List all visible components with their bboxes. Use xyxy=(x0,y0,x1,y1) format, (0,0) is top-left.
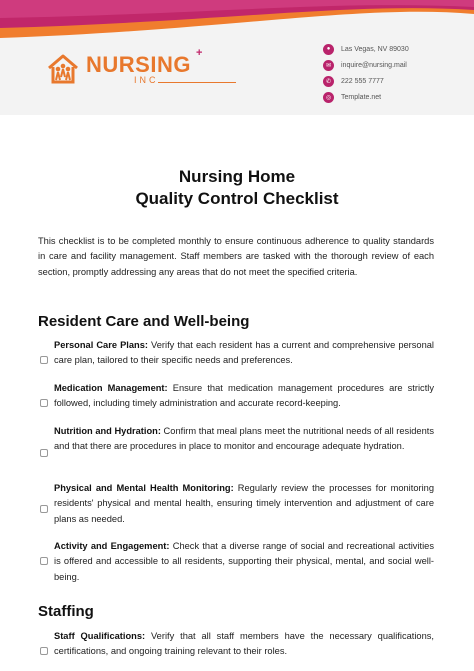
brand-logo xyxy=(46,47,203,90)
title-line-2: Quality Control Checklist xyxy=(135,189,339,208)
phone-icon: ✆ xyxy=(323,76,334,87)
checklist-item-text xyxy=(54,381,434,412)
plus-icon: + xyxy=(196,47,203,59)
mail-icon: ✉ xyxy=(323,60,334,71)
globe-icon: ◎ xyxy=(323,92,334,103)
item-description: Verify that each resident has a current and comprehensive personal care plan, tailored to their specific needs and preferences. xyxy=(54,340,434,366)
intro-paragraph: This checklist is to be completed monthly to ensure continuous adherence to quality standards in care and facility management. Staff members are tasked with the thorough review of each section, promptly addressing any areas that do not meet the specified criteria. xyxy=(38,236,434,277)
section-heading-resident-care: Resident Care and Well-being xyxy=(38,313,250,330)
house-people-icon xyxy=(46,53,80,85)
item-label: Staff Qualifications: xyxy=(54,631,146,641)
contact-item xyxy=(323,73,409,89)
checkbox[interactable] xyxy=(40,399,48,407)
checklist-item-text xyxy=(54,424,434,455)
contact-item xyxy=(323,41,409,57)
header-swoosh xyxy=(0,0,474,40)
checklist-item-text xyxy=(54,338,434,369)
contact-list xyxy=(323,41,409,105)
item-description: Ensure that medication management procedures are strictly followed, including timely administration and accurate record-keeping. xyxy=(54,383,434,409)
item-description: Verify that all staff members have the necessary qualifications, certifications, and ongoing training relevant to their roles. xyxy=(54,631,434,657)
location-pin-icon: ● xyxy=(323,44,334,55)
contact-email[interactable]: inquire@nursing.mail xyxy=(341,61,407,69)
checkbox[interactable] xyxy=(40,356,48,364)
contact-item xyxy=(323,57,409,73)
checklist-item-text xyxy=(54,629,434,660)
checkbox[interactable] xyxy=(40,505,48,513)
item-label: Nutrition and Hydration: xyxy=(54,426,161,436)
section-heading-staffing: Staffing xyxy=(38,603,94,620)
brand-rule xyxy=(158,82,236,83)
contact-address: Las Vegas, NV 89030 xyxy=(341,45,409,53)
contact-website[interactable]: Template.net xyxy=(341,93,382,101)
contact-item xyxy=(323,89,409,105)
item-label: Medication Management: xyxy=(54,383,168,393)
document-header xyxy=(0,0,474,115)
checklist-item-text xyxy=(54,539,434,585)
item-label: Personal Care Plans: xyxy=(54,340,148,350)
contact-phone: 222 555 7777 xyxy=(341,77,384,85)
title-line-1: Nursing Home xyxy=(178,167,296,186)
brand-name: NURSING xyxy=(86,52,191,77)
item-label: Activity and Engagement: xyxy=(54,541,170,551)
brand-sub: INC xyxy=(134,75,159,85)
checkbox[interactable] xyxy=(40,557,48,565)
checkbox[interactable] xyxy=(40,449,48,457)
item-description: Check that a diverse range of social and recreational activities is offered and accessible to all residents, supporting their physical, mental, and social well-being. xyxy=(54,541,434,582)
page-title xyxy=(0,166,474,210)
item-description: Regularly review the processes for monitoring residents' physical and mental health, ensuring timely intervention and adjustment of care plans as needed. xyxy=(54,483,435,524)
item-description: Confirm that meal plans meet the nutritional needs of all residents and that there are procedures in place to monitor and encourage adequate hydration. xyxy=(54,426,435,452)
item-label: Physical and Mental Health Monitoring: xyxy=(54,483,234,493)
checklist-item-text xyxy=(54,481,434,527)
checkbox[interactable] xyxy=(40,647,48,655)
